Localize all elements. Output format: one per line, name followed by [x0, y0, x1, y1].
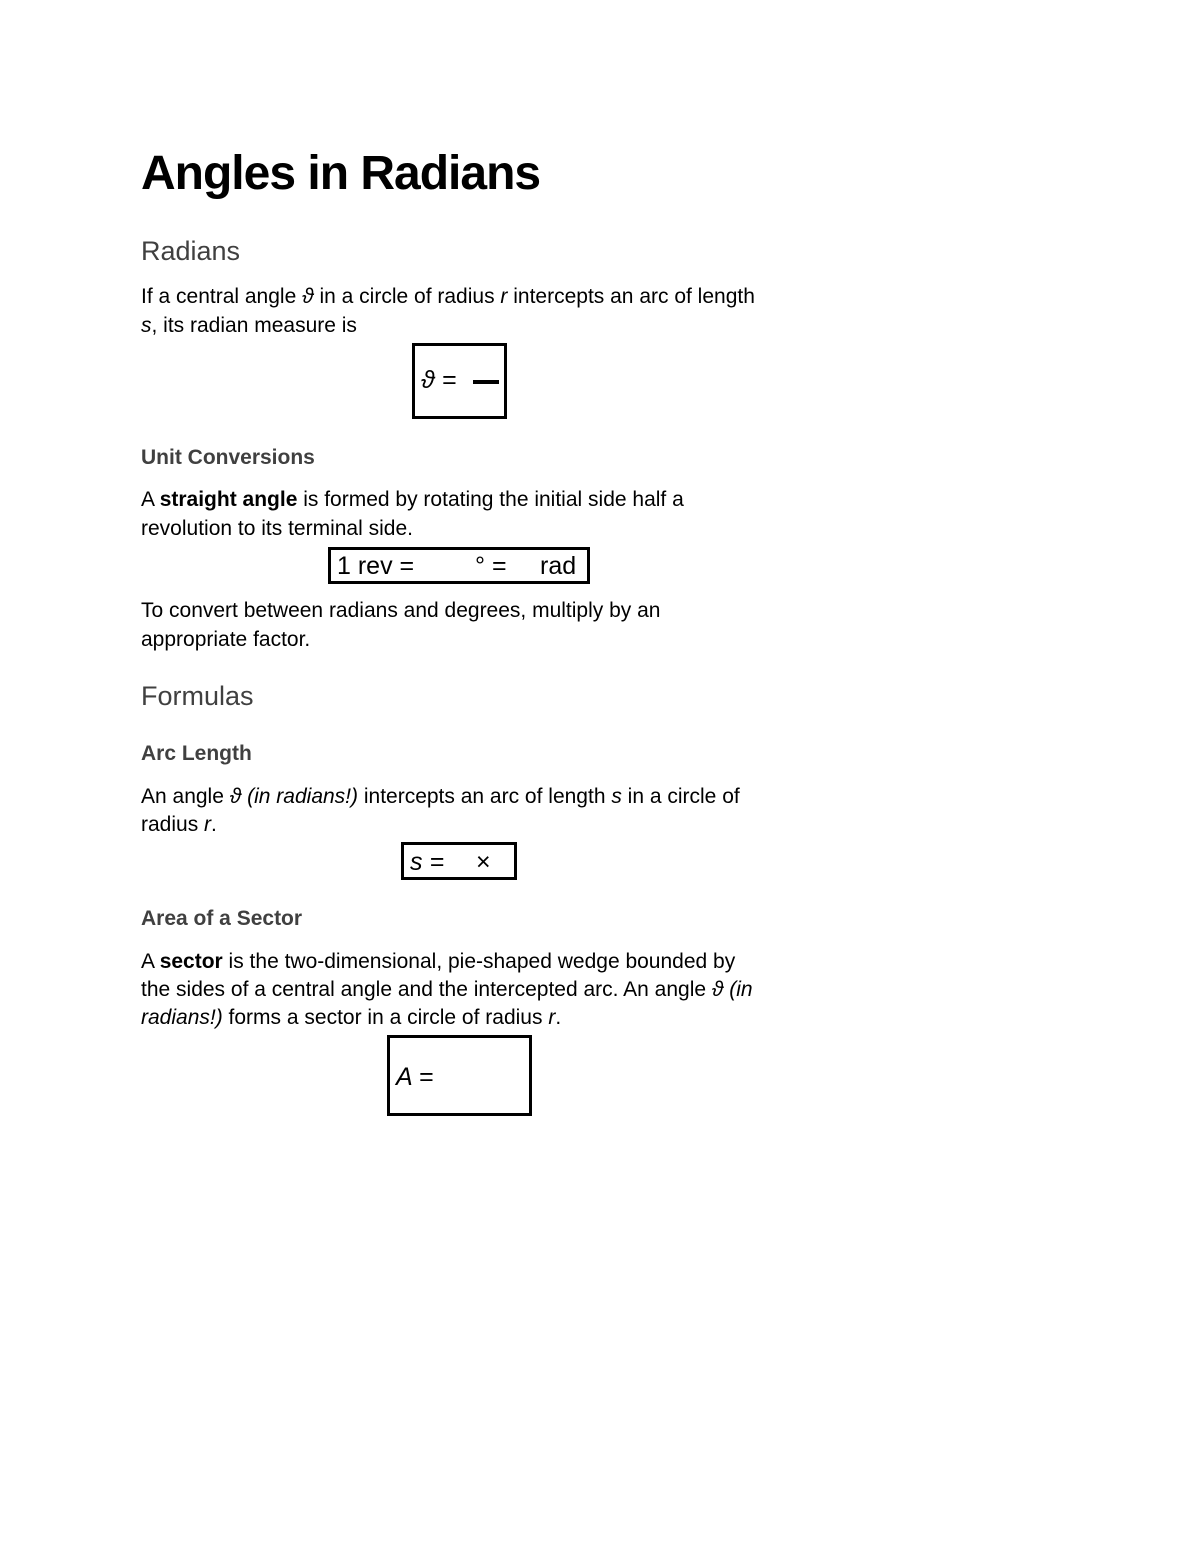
sector-line-1 — [141, 947, 735, 976]
radians-paragraph-line-1 — [141, 282, 755, 311]
unit-conversions-line-2: revolution to its terminal side. — [141, 517, 413, 540]
fraction-bar — [473, 380, 499, 384]
text-run: , its radian measure is — [151, 314, 357, 337]
radians-paragraph-line-2 — [141, 311, 357, 340]
s-symbol: s — [141, 314, 152, 337]
heading-unit-conversions: Unit Conversions — [141, 446, 315, 469]
r-symbol: r — [500, 285, 508, 308]
heading-formulas: Formulas — [141, 681, 254, 711]
theta-equals: ϑ = — [421, 366, 457, 394]
text-run: A — [141, 488, 160, 511]
text-run: radius — [141, 813, 205, 836]
sector-line-2 — [141, 975, 753, 1004]
s-symbol: s — [611, 785, 622, 808]
arc-length-line-1 — [141, 782, 740, 811]
theta-symbol: ϑ — [711, 978, 724, 1001]
sector-line-3 — [141, 1003, 561, 1032]
text-run: in a circle of radius — [313, 285, 501, 308]
text-run: A — [141, 950, 160, 973]
s-equals: s = — [410, 848, 445, 876]
in-radians-note: (in radians!) — [241, 785, 359, 808]
text-run: is the two-dimensional, pie-shaped wedge bounded by — [222, 950, 736, 973]
sector-area-equation-box — [387, 1035, 532, 1116]
heading-arc-length: Arc Length — [141, 742, 252, 765]
text-run: . — [555, 1006, 562, 1029]
radian-measure-equation-box — [412, 343, 507, 419]
in-radians-note-end: radians!) — [141, 1006, 223, 1029]
conversion-paragraph-line-2: appropriate factor. — [141, 628, 311, 651]
equation-rev: 1 rev = — [337, 552, 415, 580]
equation-a-equals — [396, 1063, 433, 1092]
equation-lhs — [421, 366, 456, 395]
in-radians-note-start: (in — [723, 978, 753, 1001]
text-run: in a circle of — [621, 785, 740, 808]
revolution-equation-box — [328, 547, 590, 584]
equation-rad: rad — [540, 552, 577, 580]
term-sector: sector — [159, 950, 223, 973]
heading-radians: Radians — [141, 236, 241, 266]
text-run: If a central angle — [141, 285, 303, 308]
unit-conversions-line-1 — [141, 485, 684, 514]
text-run: the sides of a central angle and the intercepted arc. An angle — [141, 978, 712, 1001]
a-equals: A = — [396, 1063, 434, 1091]
conversion-paragraph-line-1: To convert between radians and degrees, multiply by an — [141, 599, 661, 622]
arc-length-line-2 — [141, 810, 217, 839]
arc-length-equation-box — [401, 842, 517, 880]
text-run: is formed by rotating the initial side half a — [297, 488, 684, 511]
equation-degree: ° = — [475, 552, 507, 580]
text-run: An angle — [141, 785, 230, 808]
text-run: intercepts an arc of length — [358, 785, 612, 808]
heading-area-of-sector: Area of a Sector — [141, 907, 303, 930]
text-run: intercepts an arc of length — [507, 285, 755, 308]
text-run: forms a sector in a circle of radius — [222, 1006, 549, 1029]
page-title: Angles in Radians — [141, 147, 541, 200]
theta-symbol: ϑ — [302, 285, 314, 308]
equation-s-equals — [410, 848, 444, 877]
theta-symbol: ϑ — [229, 785, 242, 808]
times-symbol: × — [476, 848, 491, 876]
term-straight-angle: straight angle — [159, 488, 298, 511]
r-symbol: r — [548, 1006, 556, 1029]
r-symbol: r — [204, 813, 212, 836]
text-run: . — [211, 813, 217, 836]
